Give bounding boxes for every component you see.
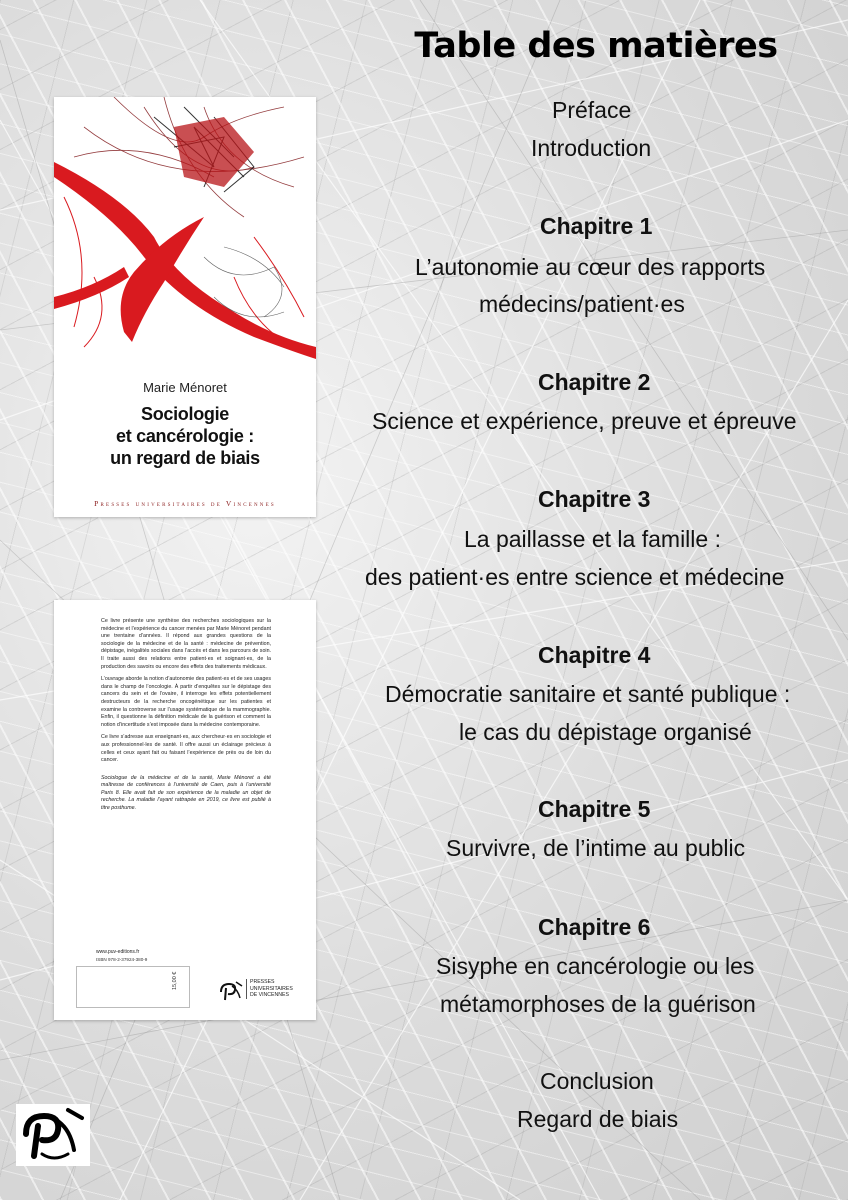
cover-title-line: un regard de biais bbox=[110, 448, 260, 468]
publisher-logo-icon bbox=[16, 1104, 90, 1166]
toc-chapter-label: Chapitre 6 bbox=[538, 914, 651, 940]
cover-title-line: et cancérologie : bbox=[116, 426, 254, 446]
publisher-url: www.puv-editions.fr bbox=[96, 949, 140, 955]
isbn: ISBN 978-2-37924-380-9 bbox=[96, 957, 148, 962]
publisher-line: DE VINCENNES bbox=[250, 992, 289, 999]
back-cover-text bbox=[101, 618, 271, 818]
author-bio: Sociologue de la médecine et de la santé, Marie Ménoret a été maîtresse de conférences à l’université de Caen, puis à l’université Paris 8. Elle avait fait de son expérience de la maladie un objet de recherche. La maladie l’ayant rattrapée en 2019, ce livre est publié à titre posthume. bbox=[101, 774, 271, 812]
toc-chapter-title: métamorphoses de la guérison bbox=[440, 991, 756, 1017]
toc-chapter-label: Chapitre 5 bbox=[538, 796, 651, 822]
front-cover bbox=[54, 97, 316, 517]
toc-chapter-title: le cas du dépistage organisé bbox=[459, 719, 752, 745]
back-paragraph: Ce livre présente une synthèse des recherches sociologiques sur la médecine et l’expérience du cancer menées par Marie Ménoret pendant une trentaine d’années. Il répond aux grandes questions de la sociologie de la médecine et de la santé : médecine de prévention, dépistage, inégalités sociales dans l’accès et dans les parcours de soin. Il traite aussi des relations entre patient·es et soignant·es, de la production des savoirs ou encore des effets des traitements médicaux. bbox=[101, 618, 271, 670]
toc-conclusion: Conclusion bbox=[540, 1068, 654, 1094]
cover-title-line: Sociologie bbox=[140, 404, 229, 424]
toc-introduction: Introduction bbox=[531, 135, 652, 161]
toc-chapter-title: Démocratie sanitaire et santé publique : bbox=[385, 681, 791, 707]
toc-chapter-title: des patient·es entre science et médecine bbox=[365, 564, 785, 590]
toc-chapter-title: médecins/patient·es bbox=[479, 291, 685, 317]
back-publisher-name bbox=[246, 979, 310, 999]
cover-publisher: Presses universitaires de Vincennes bbox=[94, 499, 276, 508]
toc-chapter-title: Survivre, de l’intime au public bbox=[446, 835, 746, 861]
toc-chapter-title: La paillasse et la famille : bbox=[464, 526, 721, 552]
toc-preface: Préface bbox=[552, 97, 632, 123]
toc-chapter-label: Chapitre 4 bbox=[538, 642, 651, 668]
publisher-line: PRESSES bbox=[250, 979, 275, 985]
toc-chapter-title: L’autonomie au cœur des rapports bbox=[415, 254, 766, 280]
back-paragraph: Ce livre s’adresse aux enseignant·es, aux chercheur·es en sociologie et aux professionnel·les de santé. Il offre aussi un éclairage précieux à celles et ceux ayant fait ou faisant l’expérience de près ou de loin du cancer. bbox=[101, 734, 271, 764]
toc-heading: Table des matières bbox=[414, 26, 778, 66]
cover-author: Marie Ménoret bbox=[143, 380, 227, 395]
publisher-logo-icon bbox=[218, 980, 244, 1002]
price: 15,00 € bbox=[172, 971, 178, 990]
toc-chapter-label: Chapitre 1 bbox=[540, 213, 653, 239]
toc-chapter-title: Science et expérience, preuve et épreuve bbox=[372, 408, 797, 434]
back-paragraph: L’ouvrage aborde la notion d’autonomie des patient·es et de ses usages dans le champ de l’oncologie. À partir d’enquêtes sur le dépistage des cancers du sein et de l’ovaire, il interroge les effets potentiellement destructeurs de la recherche oncogénétique sur les patientes et examine la controverse sur l’usage systématique de la mammographie. Enfin, il questionne la définition médicale de la guérison et comment la notion d’incertitude s’est imposée dans la médecine contemporaine. bbox=[101, 676, 271, 728]
toc-chapter-label: Chapitre 2 bbox=[538, 369, 651, 395]
toc-conclusion-subtitle: Regard de biais bbox=[517, 1106, 679, 1132]
cover-title bbox=[54, 403, 316, 469]
back-cover bbox=[54, 600, 316, 1020]
publisher-line: UNIVERSITAIRES bbox=[250, 985, 293, 992]
toc-chapter-label: Chapitre 3 bbox=[538, 486, 651, 512]
toc-chapter-title: Sisyphe en cancérologie ou les bbox=[436, 953, 755, 979]
cover-artwork bbox=[54, 97, 316, 367]
